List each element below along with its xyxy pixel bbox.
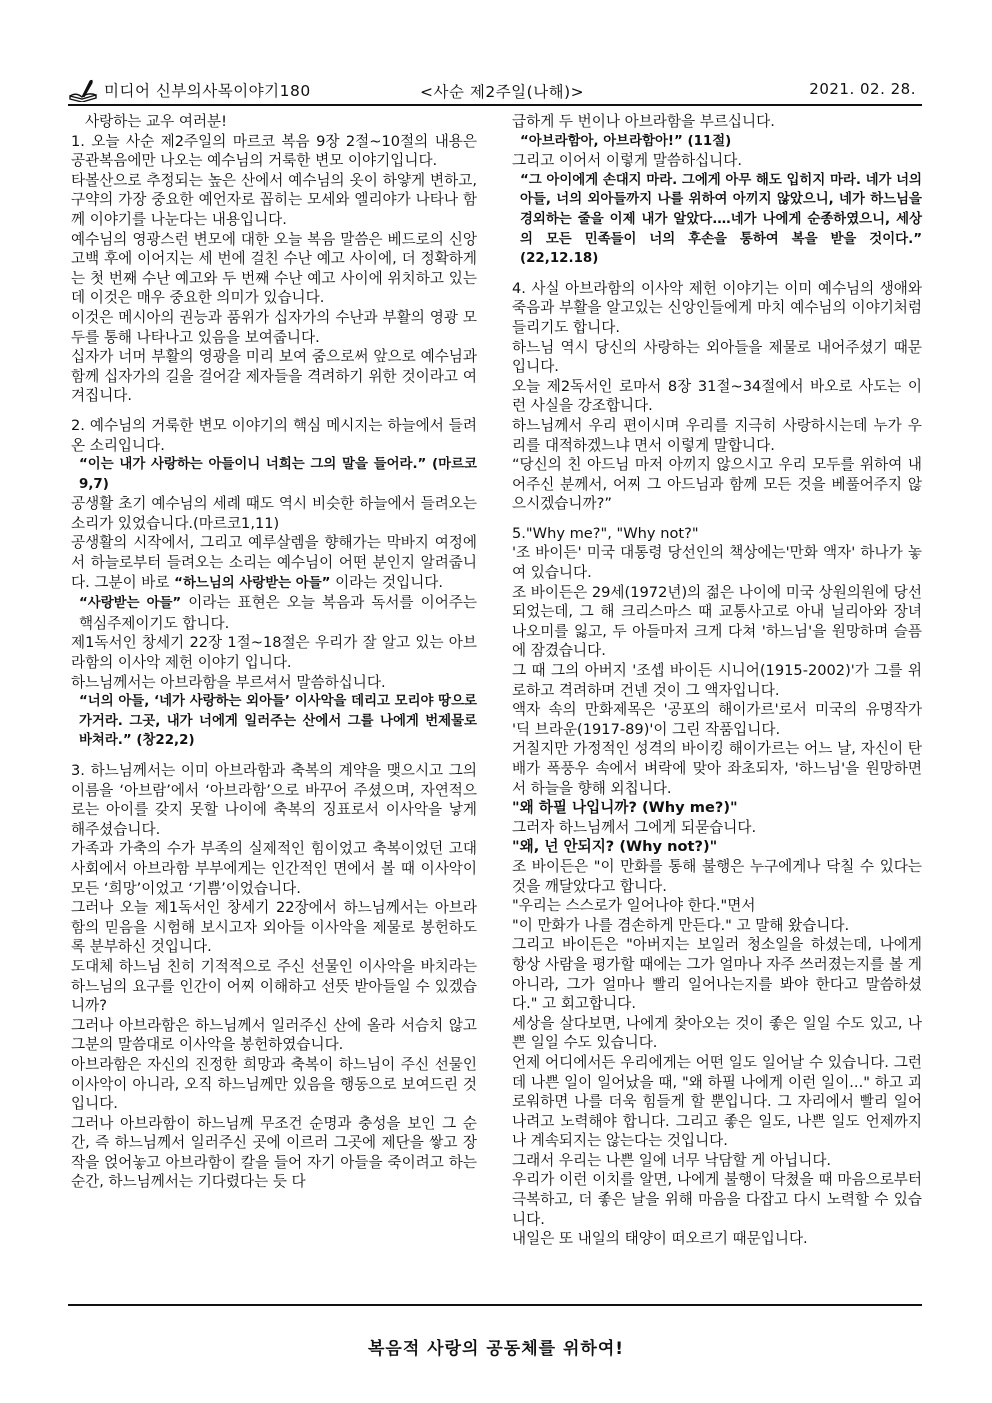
- quote: “아브라함아, 아브라함아!” (11절): [520, 133, 732, 149]
- paragraph: 세상을 살다보면, 나에게 찾아오는 것이 좋은 일일 수도 있고, 나쁜 일일 수도 있습니다.: [512, 1014, 922, 1052]
- header-title: 미디어 신부의사목이야기180: [104, 82, 311, 100]
- header-subtitle: <사순 제2주일(나해)>: [420, 83, 585, 101]
- paragraph: "이 만화가 나를 겸손하게 만든다." 고 말해 왔습니다.: [512, 916, 850, 934]
- right-column: [512, 112, 922, 1249]
- paragraph: 그러나 아브라함은 하느님께서 일러주신 산에 올라 서슴치 않고 그분의 말씀대로 이사악을 봉헌하였습니다.: [71, 1016, 477, 1054]
- paragraph: 도대체 하느님 친히 기적적으로 주신 선물인 이사악을 바치라는 하느님의 요구를 인간이 어찌 이해하고 선뜻 받아들일 수 있겠습니까?: [71, 957, 477, 1015]
- paragraph: 조 바이든은 29세(1972년)의 젊은 나이에 미국 상원의원에 당선되었는데, 그 해 크리스마스 때 교통사고로 아내 닐리아와 장녀 나오미를 잃고, 두 아들마저 크게 다쳐 '하느님'을 원망하며 슬픔에 잠겼습니다.: [512, 583, 922, 660]
- paragraph: 아브라함은 자신의 진정한 희망과 축복이 하느님이 주신 선물인 이사악이 아니라, 오직 하느님께만 있음을 행동으로 보여드린 것입니다.: [71, 1055, 477, 1113]
- paragraph: 3. 하느님께서는 이미 아브라함과 축복의 계약을 맺으시고 그의 이름을 ‘아브람’에서 ‘아브라함’으로 바꾸어 주셨으며, 자연적으로는 아이를 갖지 못할 나이에 축복의 징표로서 이사악을 낳게 해주셨습니다.: [71, 762, 477, 838]
- paragraph: 하느님께서는 아브라함을 부르셔서 말씀하십니다.: [71, 673, 386, 691]
- quote: “그 아이에게 손대지 마라. 그에게 아무 해도 입히지 마라. 네가 너의 아들, 너의 외아들까지 나를 위하여 아끼지 않았으니, 네가 하느님을 경외하는 줄을 이제 내가 알았다.…네가 나에게 순종하였으니, 세상의 모든 민족들이 너의 후손을 통하여 복을 받을 것이다.” (22,12.18): [520, 172, 922, 267]
- paragraph: 그러나 오늘 제1독서인 창세기 22장에서 하느님께서는 아브라함의 믿음을 시험해 보시고자 외아들 이사악을 제물로 봉헌하도록 분부하신 것입니다.: [71, 899, 477, 956]
- paragraph: 그래서 우리는 나쁜 일에 너무 낙담할 게 아닙니다.: [512, 1151, 832, 1169]
- paragraph: 제1독서인 창세기 22장 1절~18절은 우리가 잘 알고 있는 아브라함의 이사악 제헌 이야기 입니다.: [71, 634, 477, 672]
- quote: "왜, 넌 안되지? (Why not?)": [512, 838, 718, 856]
- paragraph: 1. 오늘 사순 제2주일의 마르코 복음 9장 2절~10절의 내용은 공관복음에만 나오는 예수님의 거룩한 변모 이야기입니다.: [71, 132, 477, 170]
- paragraph: 액자 속의 만화제목은 '공포의 해이가르'로서 미국의 유명작가 '딕 브라운(1917-89)'이 그린 작품입니다.: [512, 701, 922, 738]
- paragraph: 하느님 역시 당신의 사랑하는 외아들을 제물로 내어주셨기 때문입니다.: [512, 338, 922, 376]
- header-rule: [68, 104, 922, 106]
- header-left: [68, 78, 311, 102]
- emphasis: “하느님의 사랑받는 아들”: [174, 575, 331, 591]
- section-heading: 5."Why me?", "Why not?": [512, 524, 699, 542]
- book-quill-icon: [68, 78, 98, 102]
- paragraph: 가족과 가축의 수가 부족의 실제적인 힘이었고 축복이었던 고대 사회에서 아브라함 부부에게는 인간적인 면에서 볼 때 이사악이 모든 ‘희망’이었고 ‘기쁨’이었습니다.: [71, 840, 477, 897]
- paragraph: 언제 어디에서든 우리에게는 어떤 일도 일어날 수 있습니다. 그런데 나쁜 일이 일어났을 때, "왜 하필 나에게 이런 일이..." 하고 괴로워하면 나를 더욱 힘들게 할 뿐입니다. 그 자리에서 빨리 일어나려고 노력해야 합니다. 그리고 좋은 일도, 나쁜 일도 언제까지나 계속되지는 않는다는 것입니다.: [512, 1053, 922, 1150]
- quote: “이는 내가 사랑하는 아들이니 너희는 그의 말을 들어라.” (마르코9,7): [79, 457, 477, 492]
- text: 이라는 것입니다.: [330, 573, 444, 591]
- paragraph: [71, 593, 477, 633]
- paragraph: 오늘 제2독서인 로마서 8장 31절~34절에서 바오로 사도는 이런 사실을 강조합니다.: [512, 377, 922, 415]
- paragraph: 거칠지만 가정적인 성격의 바이킹 해이가르는 어느 날, 자신이 탄 배가 폭풍우 속에서 벼락에 맞아 좌초되자, '하느님'을 원망하면서 하늘을 향해 외칩니다.: [512, 740, 922, 797]
- footer-motto: 복음적 사랑의 공동체를 위하여!: [368, 1339, 624, 1359]
- left-column: [71, 112, 477, 1192]
- paragraph: 4. 사실 아브라함의 이사악 제헌 이야기는 이미 예수님의 생애와 죽음과 부활을 알고있는 신앙인들에게 마치 예수님의 이야기처럼 들리기도 합니다.: [512, 279, 922, 336]
- paragraph: "우리는 스스로가 일어나야 한다."면서: [512, 897, 756, 915]
- quote: “너의 아들, ‘네가 사랑하는 외아들’ 이사악을 데리고 모리야 땅으로 가거라. 그곳, 내가 너에게 일러주는 산에서 그를 나에게 번제물로 바쳐라.” (창22,2): [79, 694, 477, 749]
- header-date: 2021. 02. 28.: [809, 80, 916, 98]
- paragraph: 타볼산으로 추정되는 높은 산에서 예수님의 옷이 하얗게 변하고, 구약의 가장 중요한 예언자로 꼽히는 모세와 엘리야가 나타나 함께 이야기를 나눈다는 내용입니다.: [71, 171, 477, 228]
- paragraph: 그러자 하느님께서 그에게 되묻습니다.: [512, 818, 757, 836]
- emphasis: “사랑받는 아들”: [79, 596, 182, 612]
- paragraph: 우리가 이런 이치를 알면, 나에게 불행이 닥쳤을 때 마음으로부터 극복하고, 더 좋은 날을 위해 마음을 다잡고 다시 노력할 수 있습니다.: [512, 1171, 922, 1228]
- paragraph: 그 때 그의 아버지 '조셉 바이든 시니어(1915-2002)'가 그를 위로하고 격려하며 건넨 것이 그 액자입니다.: [512, 662, 922, 699]
- paragraph: [71, 533, 477, 593]
- paragraph: 내일은 또 내일의 태양이 떠오르기 때문입니다.: [512, 1230, 808, 1248]
- paragraph: 급하게 두 번이나 아브라함을 부르십니다.: [512, 113, 775, 130]
- page-header: [68, 78, 924, 104]
- paragraph: 조 바이든은 "이 만화를 통해 불행은 누구에게나 닥칠 수 있다는 것을 깨달았다고 합니다.: [512, 857, 922, 895]
- paragraph: 십자가 너머 부활의 영광을 미리 보여 줌으로써 앞으로 예수님과 함께 십자가의 길을 걸어갈 제자들을 격려하기 위한 것이라고 여겨집니다.: [71, 348, 477, 405]
- footer-rule: [68, 1304, 922, 1306]
- paragraph: 그리고 이어서 이렇게 말씀하십니다.: [512, 152, 743, 170]
- paragraph: 그러나 아브라함이 하느님께 무조건 순명과 충성을 보인 그 순간, 즉 하느님께서 일러주신 곳에 이르러 그곳에 제단을 쌓고 장작을 얹어놓고 아브라함이 칼을 들어 자기 아들을 죽이려고 하는 순간, 하느님께서는 기다렸다는 듯 다: [71, 1114, 477, 1191]
- paragraph: “당신의 친 아드님 마저 아끼지 않으시고 우리 모두를 위하여 내어주신 분께서, 어찌 그 아드님과 함께 모든 것을 베풀어주지 않으시겠습니까?”: [512, 456, 922, 513]
- paragraph: 하느님께서 우리 편이시며 우리를 지극히 사랑하시는데 누가 우리를 대적하겠느냐 면서 이렇게 말합니다.: [512, 416, 922, 454]
- text: 이라는 표현은 오늘 복음과 독서를 이어주는 핵심주제이기도 합니다.: [79, 594, 478, 632]
- paragraph: 이것은 메시아의 권능과 품위가 십자가의 수난과 부활의 영광 모두를 통해 나타나고 있음을 보여줍니다.: [71, 308, 477, 346]
- text: 공생활의 시작에서, 그리고 예루살렘을 향해가는 막바지 여정에서 하늘로부터 들려오는 소리는 예수님이 어떤 분인지 알려줍니다. 그분이 바로: [71, 534, 477, 591]
- paragraph: '조 바이든' 미국 대통령 당선인의 책상에는'만화 액자' 하나가 놓여 있습니다.: [512, 544, 922, 582]
- paragraph: 2. 예수님의 거룩한 변모 이야기의 핵심 메시지는 하늘에서 들려 온 소리입니다.: [71, 416, 477, 454]
- paragraph: 그리고 바이든은 "아버지는 보일러 청소일을 하셨는데, 나에게 항상 사람을 평가할 때에는 그가 얼마나 자주 쓰러졌는지를 볼 게 아니라, 그가 얼마나 빨리 일어나는지를 봐야 한다고 말씀하셨다." 고 회고합니다.: [512, 936, 922, 1013]
- quote: "왜 하필 나입니까? (Why me?)": [512, 799, 738, 817]
- paragraph: 예수님의 영광스런 변모에 대한 오늘 복음 말씀은 베드로의 신앙 고백 후에 이어지는 세 번에 걸친 수난 예고 사이에, 더 정확하게는 첫 번째 수난 예고와 두 번째 수난 예고 사이에 위치하고 있는데 이것은 매우 중요한 의미가 있습니다.: [71, 230, 477, 307]
- greeting: 사랑하는 교우 여러분!: [85, 113, 228, 130]
- paragraph: 공생활 초기 예수님의 세례 때도 역시 비슷한 하늘에서 들려오는 소리가 있었습니다.(마르코1,11): [71, 495, 477, 532]
